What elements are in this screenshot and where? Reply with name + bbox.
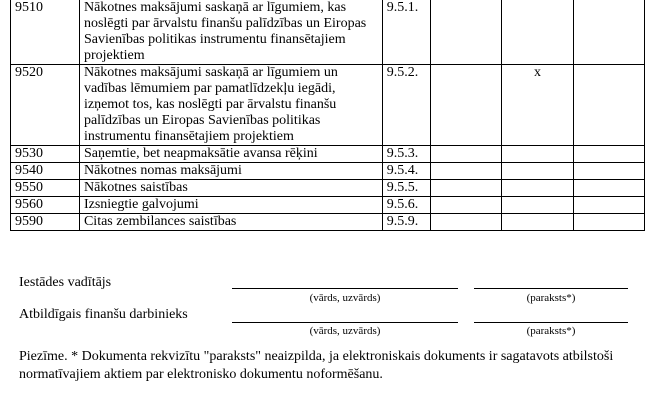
row-cell — [573, 146, 644, 163]
row-description: Izsniegtie galvojumi — [79, 197, 382, 214]
row-code: 9590 — [11, 214, 80, 231]
row-cell — [573, 163, 644, 180]
row-cell — [573, 214, 644, 231]
row-cell — [430, 163, 501, 180]
finance-signature-line — [474, 322, 628, 323]
table-row — [11, 180, 645, 197]
finance-name-line — [232, 322, 458, 323]
footnote: Piezīme. * Dokumenta rekvizītu "paraksts" neaizpilda, ja elektroniskais dokuments ir sagatavots atbilstoši normatīvajiem aktiem par elektronisko dokumentu noformēšanu. — [19, 349, 614, 382]
row-reference: 9.5.5. — [382, 180, 430, 197]
row-cell — [502, 197, 574, 214]
table-row — [11, 146, 645, 163]
row-cell — [573, 0, 644, 65]
table-row — [11, 163, 645, 180]
head-name-caption: (vārds, uzvārds) — [309, 292, 381, 304]
row-description: Nākotnes maksājumi saskaņā ar līgumiem, kas noslēgti par ārvalstu finanšu palīdzības un Eiropas Savienības politikas instrumentu finansētajiem projektiem — [79, 0, 382, 65]
table-row — [11, 0, 645, 65]
row-cell — [430, 180, 501, 197]
row-reference: 9.5.6. — [382, 197, 430, 214]
row-cell — [502, 146, 574, 163]
row-cell — [430, 146, 501, 163]
row-reference: 9.5.2. — [382, 65, 430, 146]
table-row — [11, 214, 645, 231]
row-description: Nākotnes maksājumi saskaņā ar līgumiem un vadības lēmumiem par pamatlīdzekļu iegādi, izņemot tos, kas noslēgti par ārvalstu finanšu palīdzības un Eiropas Savienības politikas instrumentu finansētajiem projektiem — [79, 65, 382, 146]
row-cell — [430, 0, 501, 65]
row-cell — [573, 65, 644, 146]
row-cell — [502, 0, 574, 65]
head-signature-caption: (paraksts*) — [526, 292, 576, 304]
row-reference: 9.5.3. — [382, 146, 430, 163]
row-reference: 9.5.4. — [382, 163, 430, 180]
row-reference: 9.5.9. — [382, 214, 430, 231]
row-cell — [502, 214, 574, 231]
finance-signature-caption: (paraksts*) — [526, 325, 576, 337]
table-row — [11, 65, 645, 146]
head-of-institution-label: Iestādes vadītājs — [19, 275, 112, 290]
row-cell — [502, 163, 574, 180]
row-reference: 9.5.1. — [382, 0, 430, 65]
row-cell — [430, 65, 501, 146]
finance-officer-label: Atbildīgais finanšu darbinieks — [19, 307, 188, 322]
row-description: Citas zembilances saistības — [79, 214, 382, 231]
row-code: 9510 — [11, 0, 80, 65]
row-code: 9540 — [11, 163, 80, 180]
row-code: 9550 — [11, 180, 80, 197]
row-cell — [573, 197, 644, 214]
row-cell: x — [502, 65, 574, 146]
commitments-table — [10, 0, 645, 231]
row-cell — [430, 214, 501, 231]
row-code: 9530 — [11, 146, 80, 163]
head-signature-line — [474, 288, 628, 289]
row-description: Saņemtie, bet neapmaksātie avansa rēķini — [79, 146, 382, 163]
row-cell — [502, 180, 574, 197]
row-cell — [573, 180, 644, 197]
row-code: 9520 — [11, 65, 80, 146]
finance-name-caption: (vārds, uzvārds) — [309, 325, 381, 337]
row-description: Nākotnes nomas maksājumi — [79, 163, 382, 180]
row-cell — [430, 197, 501, 214]
head-name-line — [232, 288, 458, 289]
row-code: 9560 — [11, 197, 80, 214]
table-row — [11, 197, 645, 214]
row-description: Nākotnes saistības — [79, 180, 382, 197]
